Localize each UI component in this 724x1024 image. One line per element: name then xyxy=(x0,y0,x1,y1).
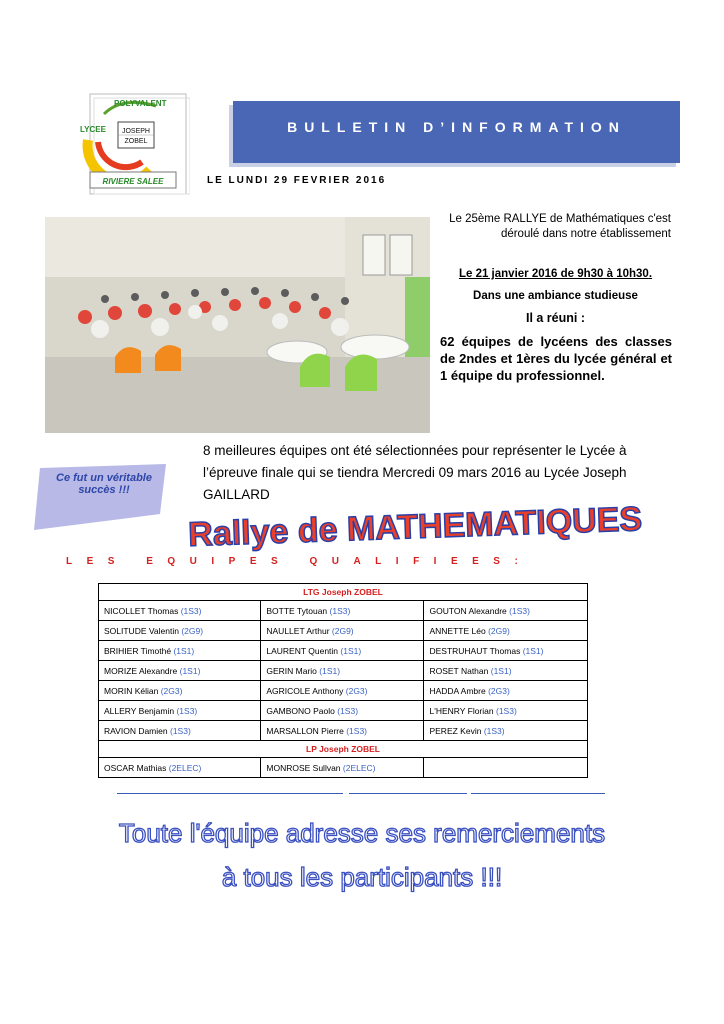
thanks-message xyxy=(40,808,684,898)
student-name: OSCAR Mathias xyxy=(104,762,167,773)
section-title: LP Joseph ZOBEL xyxy=(99,741,588,758)
bulletin-date: LE LUNDI 29 FEVRIER 2016 xyxy=(207,175,387,186)
table-row xyxy=(99,601,588,621)
student-cell xyxy=(424,641,588,661)
student-cell xyxy=(424,621,588,641)
student-cell xyxy=(261,661,424,681)
student-cell xyxy=(99,681,261,701)
student-cell xyxy=(261,721,424,741)
student-class: (1S3) xyxy=(180,605,202,616)
student-cell xyxy=(424,701,588,721)
student-name: PEREZ Kevin xyxy=(429,725,482,736)
student-class: (1S1) xyxy=(340,645,362,656)
student-class: (1S1) xyxy=(490,665,512,676)
student-cell xyxy=(261,621,424,641)
intro-text: Le 25ème RALLYE de Mathématiques c'est déroulé dans notre établissement xyxy=(449,213,671,240)
table-row xyxy=(99,621,588,641)
student-class: (1S1) xyxy=(522,645,544,656)
thanks-line2: à tous les participants !!! xyxy=(221,862,503,892)
student-name: BOTTE Tytouan xyxy=(266,605,328,616)
student-cell xyxy=(424,661,588,681)
student-name: SOLITUDE Valentin xyxy=(104,625,179,636)
success-sticker xyxy=(30,462,170,532)
logo-graphic xyxy=(70,92,190,196)
teams-count-text: 62 équipes de lycéens des classes de 2ndes et 1ères du lycée général et 1 équipe du professionnel. xyxy=(440,334,672,383)
student-class: (2ELEC) xyxy=(342,762,376,773)
table-row xyxy=(99,641,588,661)
separator-line xyxy=(471,793,605,794)
student-class: (2ELEC) xyxy=(168,762,202,773)
student-cell xyxy=(424,681,588,701)
success-line2: succès !!! xyxy=(78,484,130,496)
student-name: GOUTON Alexandre xyxy=(429,605,507,616)
logo-line1: LYCEE xyxy=(80,125,106,134)
student-name: DESTRUHAUT Thomas xyxy=(429,645,521,656)
table-row xyxy=(99,701,588,721)
student-class: (2G3) xyxy=(160,685,183,696)
table-row xyxy=(99,661,588,681)
student-name: AGRICOLE Anthony xyxy=(266,685,344,696)
student-name: ALLERY Benjamin xyxy=(104,705,175,716)
student-cell xyxy=(261,701,424,721)
student-name: ROSET Nathan xyxy=(429,665,489,676)
student-class: (1S1) xyxy=(179,665,201,676)
student-cell xyxy=(99,621,261,641)
bulletin-title: BULLETIN D’INFORMATION xyxy=(287,119,626,135)
student-cell xyxy=(261,641,424,661)
student-cell xyxy=(99,721,261,741)
student-class: (1S3) xyxy=(509,605,530,616)
qualified-heading: LES EQUIPES QUALIFIEES: xyxy=(66,556,533,567)
student-cell xyxy=(99,641,261,661)
student-cell xyxy=(261,681,424,701)
school-logo xyxy=(70,92,190,196)
logo-center-top: JOSEPH xyxy=(121,128,151,135)
student-cell xyxy=(261,758,424,778)
table-section-header xyxy=(99,584,588,601)
separator-line xyxy=(117,793,343,794)
header-banner xyxy=(233,101,680,163)
rallye-title-text: Rallye de MATHEMATIQUES xyxy=(187,500,643,552)
student-class: (1S3) xyxy=(483,725,505,736)
student-name: GERIN Mario xyxy=(266,665,317,676)
event-datetime-suffix: . xyxy=(648,268,653,280)
student-name: NICOLLET Thomas xyxy=(104,605,179,616)
separator-line xyxy=(349,793,467,794)
table-section-header xyxy=(99,741,588,758)
student-cell xyxy=(424,721,588,741)
table-row xyxy=(99,721,588,741)
student-cell xyxy=(261,601,424,621)
qualified-teams-table xyxy=(98,583,588,778)
student-name: L'HENRY Florian xyxy=(429,705,494,716)
student-name: RAVION Damien xyxy=(104,725,168,736)
logo-line2: POLYVALENT xyxy=(114,99,167,108)
student-class: (2G3) xyxy=(488,685,510,696)
student-name: LAURENT Quentin xyxy=(266,645,339,656)
thanks-line1: Toute l'équipe adresse ses remerciements xyxy=(118,818,606,848)
student-name: ANNETTE Léo xyxy=(429,625,486,636)
student-class: (1S3) xyxy=(495,705,517,716)
event-datetime xyxy=(440,268,671,280)
student-cell xyxy=(424,601,588,621)
success-text xyxy=(48,472,160,496)
student-class: (1S3) xyxy=(346,725,368,736)
student-class: (2G3) xyxy=(345,685,368,696)
student-name: MORIN Kélian xyxy=(104,685,159,696)
student-name: MARSALLON Pierre xyxy=(266,725,344,736)
student-cell xyxy=(99,601,261,621)
student-name: GAMBONO Paolo xyxy=(266,705,335,716)
reuni-text: Il a réuni : xyxy=(525,311,586,325)
student-name: NAULLET Arthur xyxy=(266,625,330,636)
student-class: (1S3) xyxy=(176,705,198,716)
rallye-wordart xyxy=(150,492,680,552)
student-name: BRIHIER Timothé xyxy=(104,645,172,656)
table-row xyxy=(99,681,588,701)
student-name: HADDA Ambre xyxy=(429,685,486,696)
student-cell xyxy=(99,701,261,721)
student-name: MONROSE Sullvan xyxy=(266,762,341,773)
selected-teams-text: 8 meilleures équipes ont été sélectionnées pour représenter le Lycée à l’épreuve finale qui se tiendra Mercredi 09 mars 2016 au Lycée Joseph GAILLARD xyxy=(203,443,627,502)
classroom-photo xyxy=(45,217,430,433)
photo-illustration xyxy=(45,217,430,433)
student-cell xyxy=(99,661,261,681)
student-class: (1S3) xyxy=(329,605,351,616)
student-class: (2G9) xyxy=(181,625,204,636)
ambiance-text: Dans une ambiance studieuse xyxy=(473,290,638,302)
table-row xyxy=(99,758,588,778)
logo-bottom: RIVIERE SALEE xyxy=(102,177,164,186)
thanks-wordart xyxy=(40,808,684,898)
logo-center-bottom: ZOBEL xyxy=(124,138,148,145)
student-class: (1S3) xyxy=(169,725,191,736)
event-datetime-text: Le 21 janvier 2016 de 9h30 à 10h30 xyxy=(458,268,649,280)
student-cell xyxy=(99,758,261,778)
student-class: (1S1) xyxy=(173,645,195,656)
student-name: MORIZE Alexandre xyxy=(104,665,178,676)
student-class: (1S3) xyxy=(337,705,359,716)
student-cell xyxy=(424,758,588,778)
student-class: (2G9) xyxy=(331,625,354,636)
student-class: (1S1) xyxy=(319,665,341,676)
rallye-title xyxy=(150,492,680,552)
section-title: LTG Joseph ZOBEL xyxy=(99,584,588,601)
student-class: (2G9) xyxy=(488,625,510,636)
success-line1: Ce fut un véritable xyxy=(56,472,152,484)
